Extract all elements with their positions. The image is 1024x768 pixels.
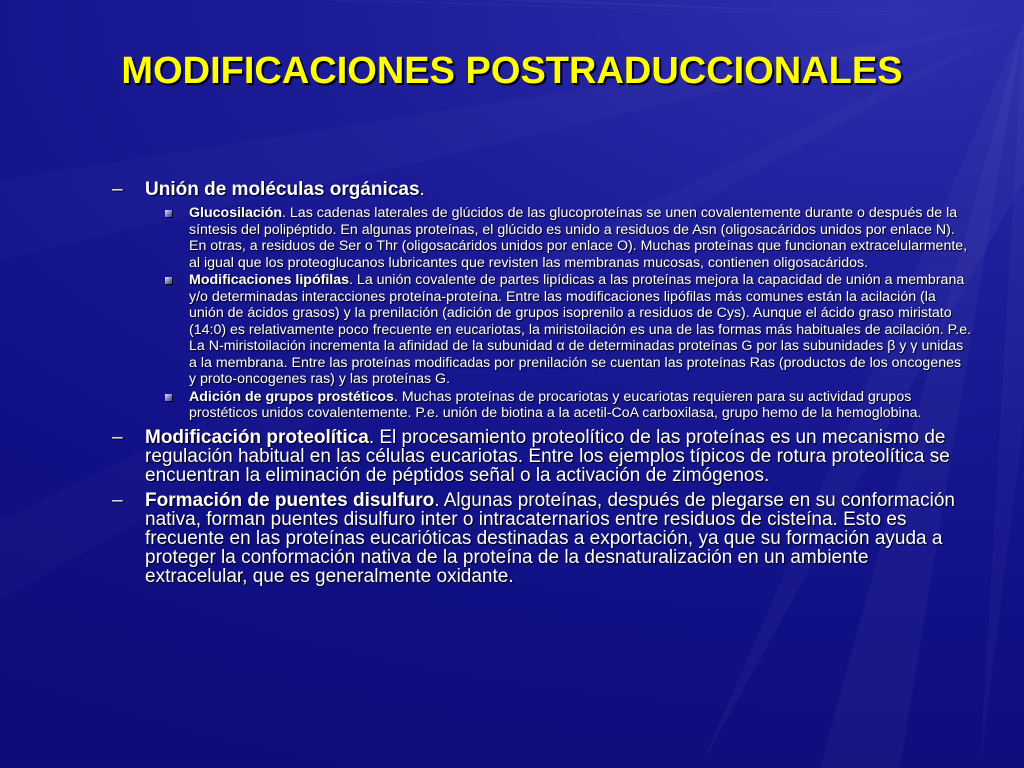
slide-content (112, 180, 972, 592)
dash-marker: – (112, 426, 123, 448)
sub-bullet-list (112, 205, 972, 422)
bullet-text: . El procesamiento proteolítico de las proteínas es un mecanismo de regulación habitual en las células eucariotas. Entre los ejemplos típicos de rotura proteolítica se encuentran la eliminación de péptidos señal o la activación de zimógenos. (145, 426, 950, 486)
sub-bullet-heading: Adición de grupos prostéticos (189, 388, 394, 405)
square-bullet-icon (165, 394, 172, 401)
dash-marker: – (112, 179, 123, 200)
sub-bullet-text: . Las cadenas laterales de glúcidos de las glucoproteínas se unen covalentemente durante o después de la síntesis del polipéptido. En algunas proteínas, el glúcido es unido a residuos de Asn (oligosacáridos unidos por enlace N). En otras, a residuos de Ser o Thr (oligosacáridos unidos por enlace O). Muchas proteínas que funcionan extracelularmente, al igual que los proteoglucanos lubricantes que revisten las membranas mucosas, contienen oligosacáridos. (189, 205, 968, 271)
sub-bullet-prosthetic-groups (157, 389, 972, 422)
bullet-text: . (419, 179, 425, 200)
sub-bullet-lipophilic (157, 272, 972, 388)
bullet-organic-molecules (112, 180, 972, 199)
sub-bullet-text: . La unión covalente de partes lipídicas a las proteínas mejora la capacidad de unión a membrana y/o determinadas interacciones proteína-proteína. Entre las modificaciones lipófilas más comunes están la acilación (la unión de ácidos grasos) y la prenilación (adición de grupos isoprenilo a residuos de Cys). Aunque el ácido graso miristato (14:0) es relativamente poco frecuente en eucariotas, la miristoilación es una de las formas más habituales de acilación. P.e. La N-miristoilación incrementa la afinidad de la subunidad α de determinadas proteínas G por las subunidades β y γ unidas a la membrana. Entre las proteínas modificadas por prenilación se cuentan las proteínas Ras (productos de los oncogenes y proto-oncogenes ras) y las proteínas G. (189, 272, 972, 387)
bullet-heading: Formación de puentes disulfuro (145, 489, 435, 511)
sub-bullet-text: . Muchas proteínas de procariotas y eucariotas requieren para su actividad grupos prostéticos unidos covalentemente. P.e. unión de biotina a la acetil-CoA carboxilasa, grupo hemo de la hemoglobina. (189, 388, 922, 421)
sub-bullet-heading: Modificaciones lipófilas (189, 272, 350, 288)
bullet-proteolytic-modification (112, 428, 972, 485)
bullet-text: . Algunas proteínas, después de plegarse en su conformación nativa, forman puentes disulfuro inter o intracaternarios entre residuos de cisteína. Esto es frecuente en las proteínas eucarióticas destinadas a exportación, ya que su formación ayuda a proteger la conformación nativa de la proteína de la desnaturalización en un ambiente extracelular, que es generalmente oxidante. (145, 489, 955, 587)
bullet-heading: Modificación proteolítica (145, 426, 369, 448)
dash-marker: – (112, 489, 123, 511)
sub-bullet-heading: Glucosilación (189, 205, 283, 221)
square-bullet-icon (165, 210, 172, 217)
sub-bullet-glucosylation (157, 205, 972, 271)
bullet-disulfide-bridges (112, 491, 972, 586)
bullet-heading: Unión de moléculas orgánicas (145, 179, 420, 200)
slide-title: MODIFICACIONES POSTRADUCCIONALES (121, 50, 903, 92)
square-bullet-icon (165, 277, 172, 284)
